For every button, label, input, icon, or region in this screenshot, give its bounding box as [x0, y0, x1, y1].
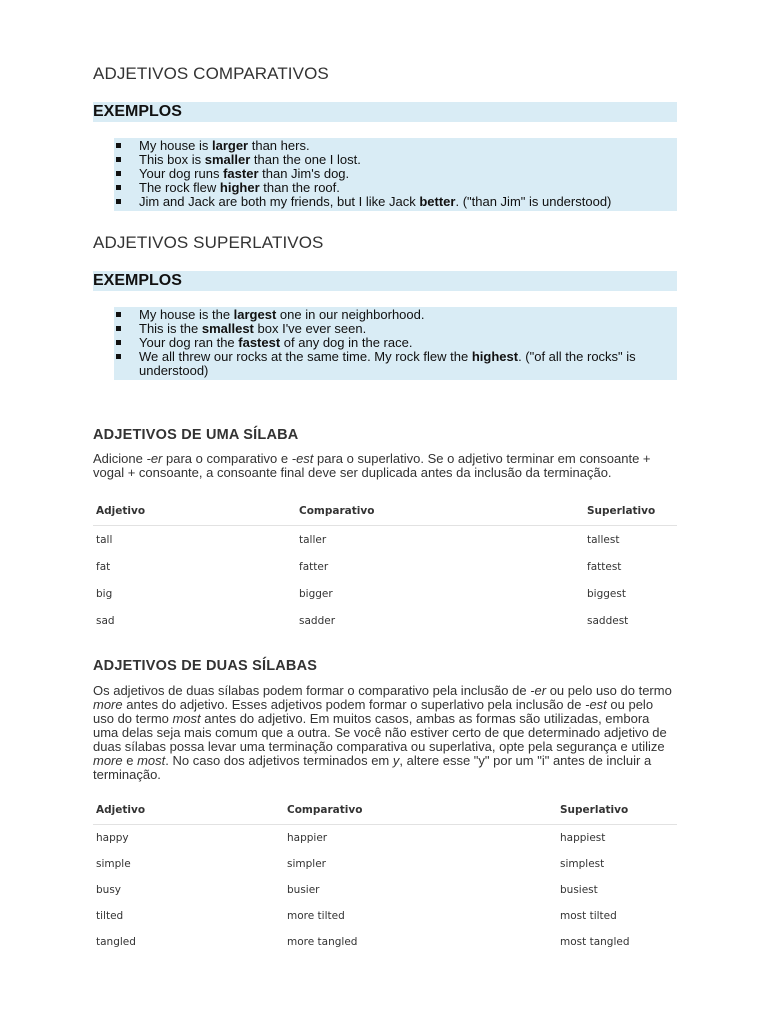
example-keyword: largest — [233, 307, 277, 322]
example-keyword: faster — [223, 166, 259, 181]
italic-term: -er — [530, 683, 547, 698]
duas-silabas-table — [93, 796, 677, 955]
italic-term: most — [172, 711, 201, 726]
cell-adjetivo: tall — [96, 533, 113, 546]
example-item: We all threw our rocks at the same time. My rock flew the highest. ("of all the rocks" is understood) — [114, 350, 677, 378]
cell-superlativo: saddest — [587, 614, 629, 627]
cell-superlativo: most tilted — [560, 910, 617, 922]
cell-comparativo: fatter — [299, 560, 329, 573]
table-row — [93, 553, 677, 580]
example-item: Your dog ran the fastest of any dog in the race. — [114, 336, 677, 350]
superlativos-title: ADJETIVOS SUPERLATIVOS — [93, 233, 324, 252]
example-keyword: smallest — [201, 321, 254, 336]
cell-adjetivo: sad — [96, 614, 115, 627]
cell-adjetivo: happy — [96, 832, 129, 844]
exemplos-bar — [93, 102, 677, 122]
superlativos-examples-list — [114, 307, 677, 380]
cell-superlativo: fattest — [587, 560, 622, 573]
cell-comparativo: taller — [299, 533, 327, 546]
table-row — [93, 877, 677, 903]
italic-term: -est — [291, 451, 314, 466]
table-row — [93, 903, 677, 929]
example-item: My house is larger than hers. — [114, 139, 677, 153]
comparativos-examples-list — [114, 138, 677, 211]
table-row — [93, 929, 677, 955]
comparativos-examples-box — [114, 138, 677, 211]
table-row — [93, 580, 677, 607]
table-row — [93, 607, 677, 634]
header-superlativo: Superlativo — [584, 497, 677, 526]
cell-adjetivo: tangled — [96, 936, 136, 948]
example-item: This is the smallest box I've ever seen. — [114, 322, 677, 336]
example-item: The rock flew higher than the roof. — [114, 181, 677, 195]
cell-comparativo: bigger — [299, 587, 333, 600]
cell-comparativo: simpler — [287, 858, 326, 870]
example-keyword: larger — [211, 138, 249, 153]
cell-superlativo: most tangled — [560, 936, 630, 948]
example-item: Your dog runs faster than Jim's dog. — [114, 167, 677, 181]
comparativos-title: ADJETIVOS COMPARATIVOS — [93, 64, 329, 83]
italic-term: -est — [585, 697, 607, 712]
uma-silaba-paragraph: Adicione -er para o comparativo e -est para o superlativo. Se o adjetivo terminar em consoante + vogal + consoante, a consoante final deve ser duplicada antes da inclusão da terminação. — [93, 451, 651, 480]
exemplos-label: EXEMPLOS — [93, 103, 182, 120]
cell-superlativo: tallest — [587, 533, 620, 546]
example-keyword: better — [419, 194, 456, 209]
cell-comparativo: more tangled — [287, 936, 358, 948]
table-header-row — [93, 497, 677, 526]
cell-superlativo: busiest — [560, 884, 598, 896]
cell-adjetivo: busy — [96, 884, 122, 896]
header-comparativo: Comparativo — [296, 497, 584, 526]
cell-comparativo: more tilted — [287, 910, 345, 922]
header-comparativo: Comparativo — [284, 796, 557, 825]
italic-term: more — [93, 697, 123, 712]
header-adjetivo: Adjetivo — [93, 497, 296, 526]
table-header-row — [93, 796, 677, 825]
exemplos-label: EXEMPLOS — [93, 272, 182, 289]
uma-silaba-title: ADJETIVOS DE UMA SÍLABA — [93, 427, 299, 443]
exemplos-bar — [93, 271, 677, 291]
example-keyword: highest — [471, 349, 519, 364]
cell-adjetivo: tilted — [96, 910, 124, 922]
italic-term: y — [392, 753, 400, 768]
cell-comparativo: happier — [287, 832, 328, 844]
example-item: Jim and Jack are both my friends, but I like Jack better. ("than Jim" is understood) — [114, 195, 677, 209]
cell-adjetivo: big — [96, 587, 113, 600]
header-superlativo: Superlativo — [557, 796, 677, 825]
table-row — [93, 825, 677, 852]
example-item: My house is the largest one in our neighborhood. — [114, 308, 677, 322]
cell-adjetivo: simple — [96, 858, 131, 870]
cell-comparativo: sadder — [299, 614, 336, 627]
cell-superlativo: happiest — [560, 832, 606, 844]
cell-adjetivo: fat — [96, 560, 111, 573]
example-item: This box is smaller than the one I lost. — [114, 153, 677, 167]
cell-comparativo: busier — [287, 884, 320, 896]
italic-term: -er — [146, 451, 163, 466]
example-keyword: higher — [219, 180, 260, 195]
example-keyword: smaller — [204, 152, 251, 167]
table-row — [93, 526, 677, 554]
cell-superlativo: simplest — [560, 858, 605, 870]
table-row — [93, 851, 677, 877]
italic-term: most — [137, 753, 166, 768]
duas-silabas-title: ADJETIVOS DE DUAS SÍLABAS — [93, 658, 318, 674]
italic-term: more — [93, 753, 123, 768]
cell-superlativo: biggest — [587, 587, 626, 600]
uma-silaba-table — [93, 497, 677, 634]
duas-silabas-paragraph: Os adjetivos de duas sílabas podem formar o comparativo pela inclusão de -er ou pelo uso do termo more antes do adjetivo. Esses adjetivos podem formar o superlativo pela inclusão de -est ou pelo uso do termo most antes do adjetivo. Em muitos casos, ambas as formas são utilizadas, embora uma delas seja mais comum que a outra. Se você não estiver certo de que determinado adjetivo de duas sílabas possa levar uma terminação comparativa ou superlativa, opte pela segurança e utilize more e most. No caso dos adjetivos terminados em y, altere esse "y" por um "i" antes de incluir a terminação. — [93, 683, 672, 782]
header-adjetivo: Adjetivo — [93, 796, 284, 825]
example-keyword: fastest — [238, 335, 281, 350]
superlativos-examples-box — [114, 307, 677, 380]
